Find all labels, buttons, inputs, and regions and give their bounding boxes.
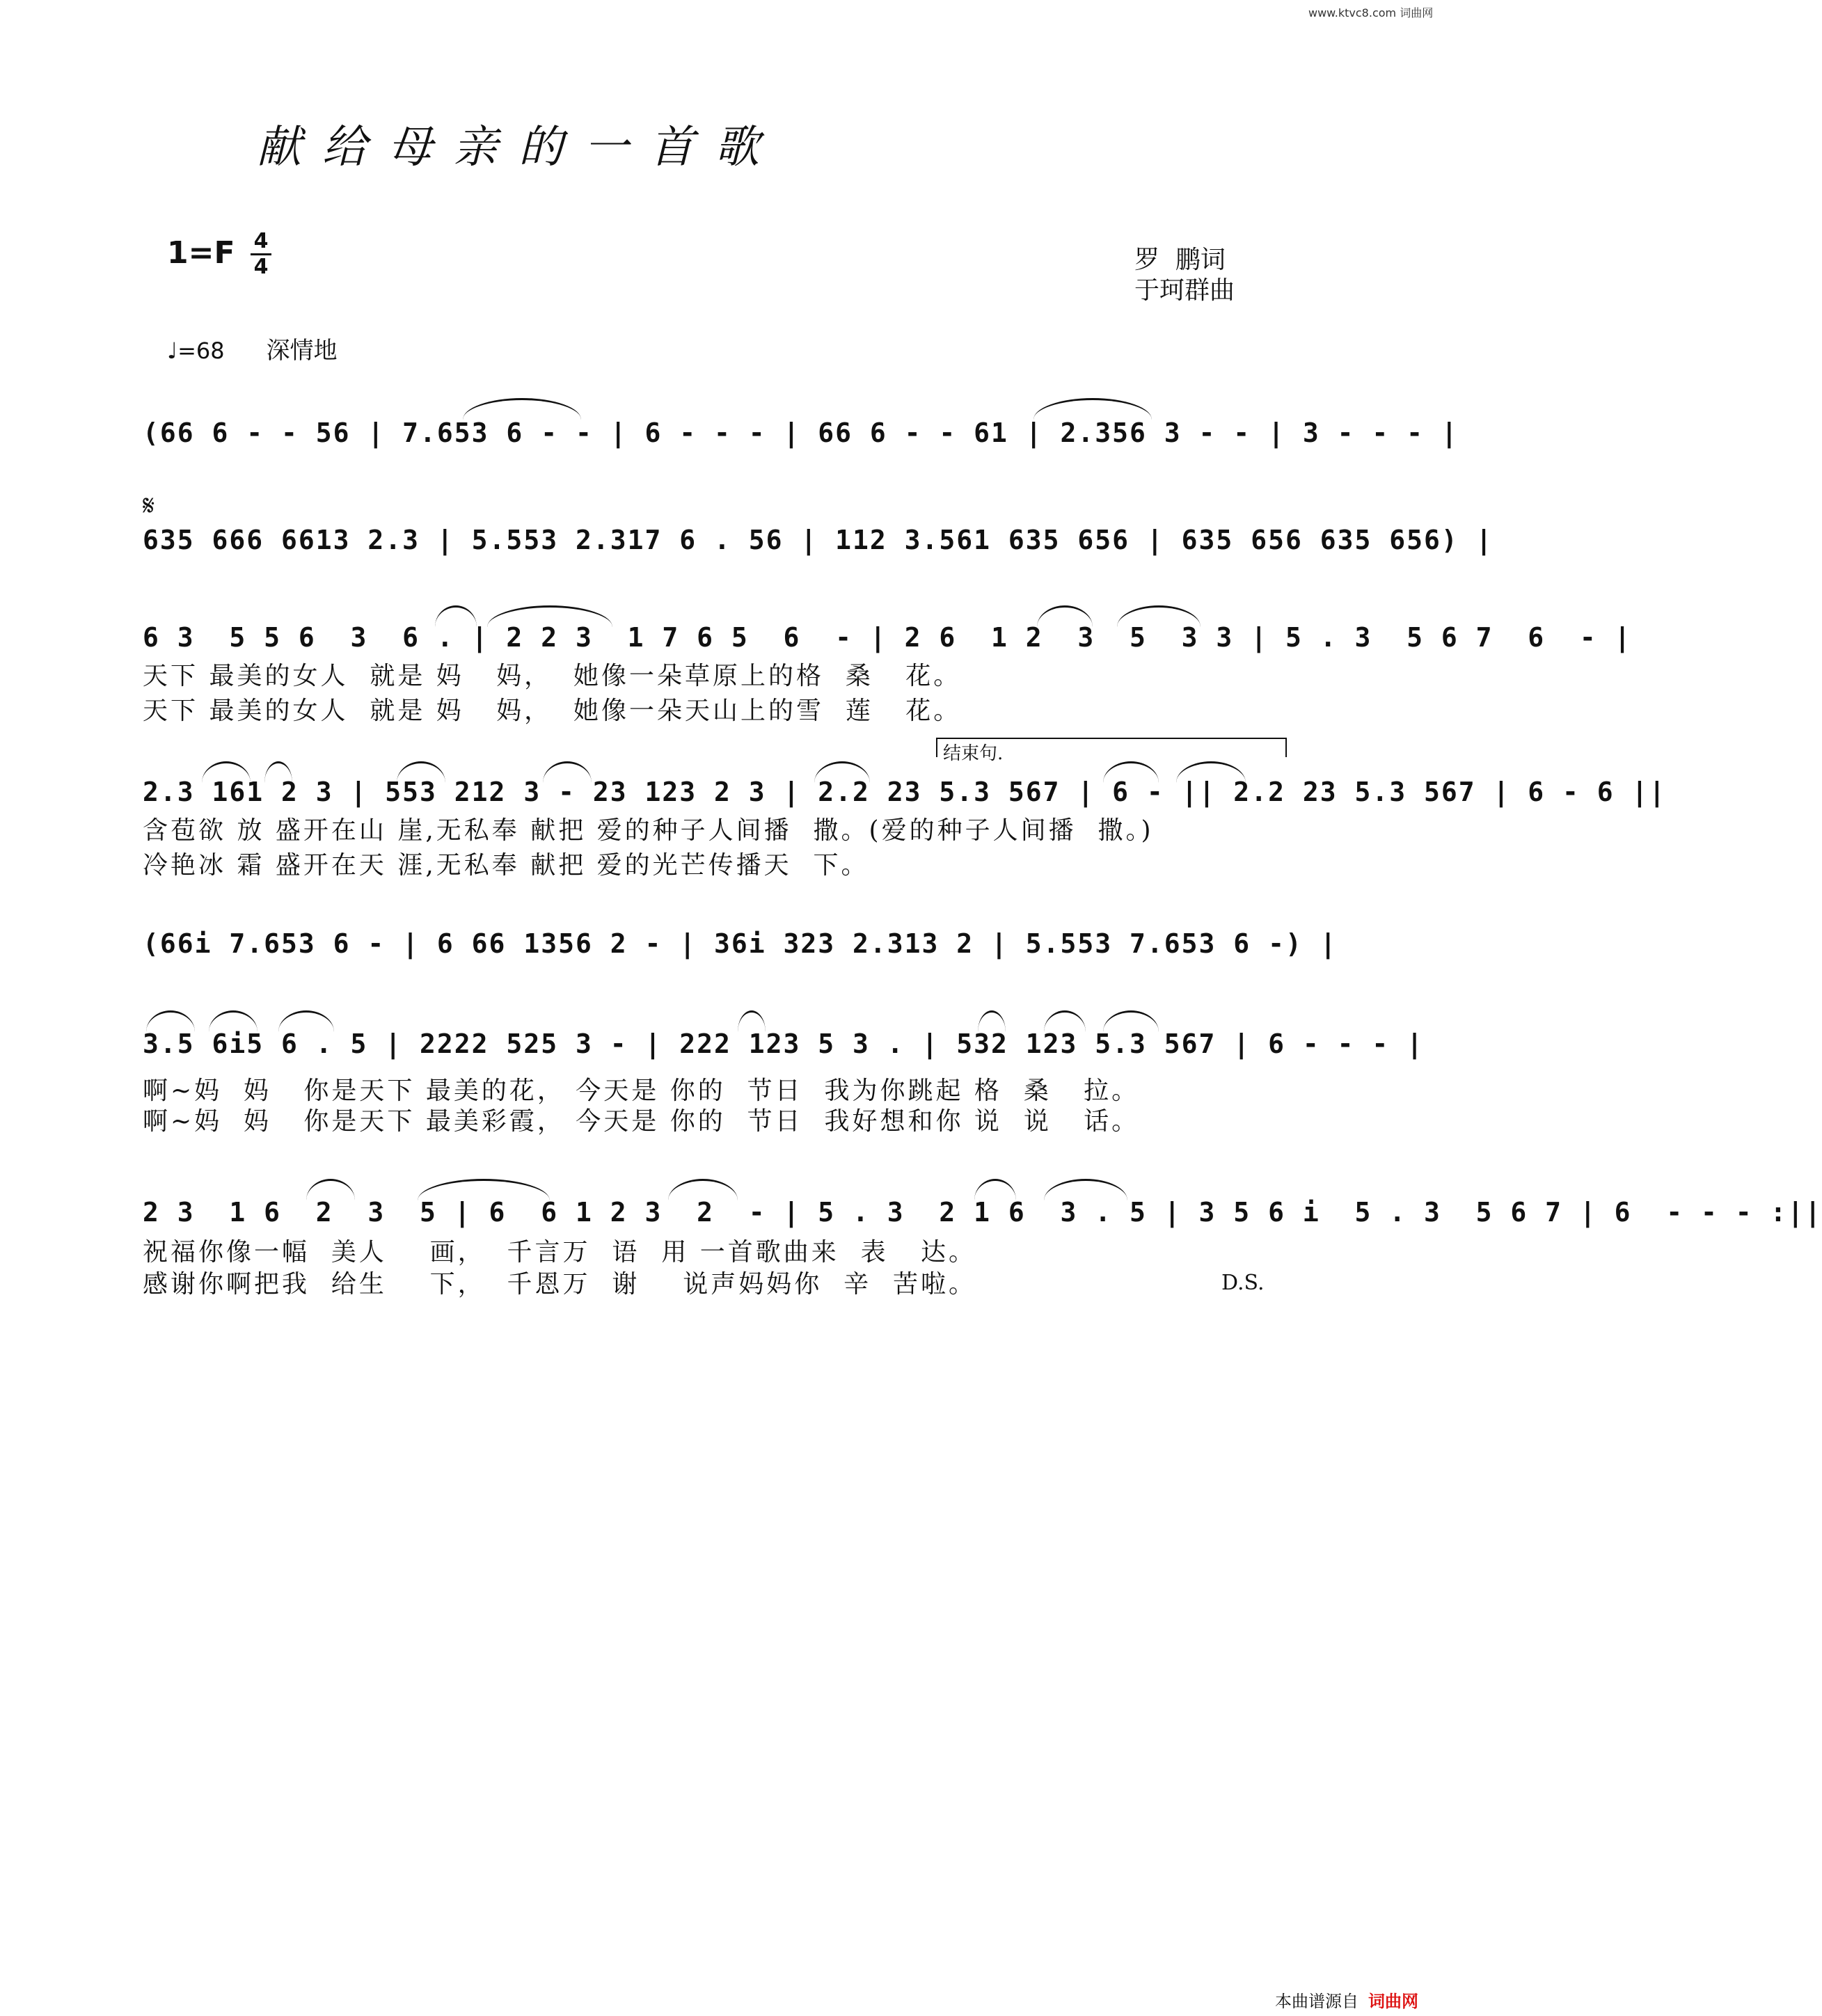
slur — [668, 1179, 738, 1200]
slur — [418, 1179, 550, 1200]
song-title: 献给母亲的一首歌 — [257, 122, 780, 173]
footer-credit — [1275, 1987, 1418, 2012]
dal-segno-mark: D.S. — [1221, 1271, 1265, 1295]
system-4-lyric-2: 冷艳冰 霜 盛开在天 涯,无私奉 献把 爱的光芒传播天 下。 — [143, 851, 869, 880]
slur — [487, 605, 612, 627]
system-6-notes: 3.5 6i5 6 . 5 | 2222 525 3 - | 222 123 5 3 . | 532 123 5.3 567 | 6 - - - | — [143, 1029, 1424, 1059]
system-2-notes: 635 666 6613 2.3 | 5.553 2.317 6 . 56 | 112 3.561 635 656 | 635 656 635 656) | — [143, 525, 1494, 555]
footer-brand-link[interactable]: 词曲网 — [1368, 1992, 1418, 2011]
footer-source: 本曲谱源自 — [1275, 1992, 1358, 2011]
tempo-mark: ♩=68 — [167, 338, 225, 364]
slur — [1037, 605, 1093, 627]
system-1-notes: (66 6 - - 56 | 7.653 6 - - | 6 - - - | 66 6 - - 61 | 2.356 3 - - | 3 - - - | — [143, 418, 1459, 448]
slur — [1103, 1010, 1159, 1032]
slur — [738, 1010, 766, 1032]
slur — [306, 1179, 355, 1200]
slur — [264, 761, 292, 783]
system-3-lyric-2: 天下 最美的女人 就是 妈 妈， 她像一朵天山上的雪 莲 花。 — [143, 697, 962, 725]
system-4-lyric-1: 含苞欲 放 盛开在山 崖,无私奉 献把 爱的种子人间播 撒。(爱的种子人间播 撒。) — [143, 816, 1154, 845]
system-7-lyric-1: 祝福你像一幅 美人 画， 千言万 语 用 一首歌曲来 表 达。 — [143, 1238, 976, 1267]
slur — [978, 1010, 1006, 1032]
system-7-notes: 2 3 1 6 2 3 5 | 6 6 1 2 3 2 - | 5 . 3 2 1 6 3 . 5 | 3 5 6 i 5 . 3 5 6 7 | 6 - - - :|| — [143, 1197, 1822, 1228]
slur — [1103, 761, 1159, 783]
slur — [543, 761, 592, 783]
system-6-lyric-2: 啊~妈 妈 你是天下 最美彩霞， 今天是 你的 节日 我好想和你 说 说 话。 — [143, 1107, 1140, 1136]
slur — [397, 761, 445, 783]
slur — [209, 1010, 258, 1032]
tempo-line — [167, 331, 338, 365]
segno-sign: 𝄋 — [143, 490, 155, 522]
key-signature: 1=F — [167, 235, 235, 271]
slur — [1044, 1010, 1086, 1032]
slur — [202, 761, 251, 783]
meter-bottom: 4 — [253, 255, 269, 279]
system-7-lyric-2: 感谢你啊把我 给生 下， 千恩万 谢 说声妈妈你 辛 苦啦。 — [143, 1270, 976, 1299]
slur — [146, 1010, 195, 1032]
slur — [1044, 1179, 1127, 1200]
ending-label: 结束句. — [943, 743, 1004, 764]
system-4-notes: 2.3 161 2 3 | 553 212 3 - 23 123 2 3 | 2.2 23 5.3 567 | 6 - || 2.2 23 5.3 567 | 6 - 6 || — [143, 777, 1667, 807]
slur — [1117, 605, 1201, 627]
slur — [278, 1010, 334, 1032]
slur — [435, 605, 477, 627]
slur — [814, 761, 870, 783]
slur — [1033, 398, 1152, 420]
slur — [1176, 761, 1246, 783]
system-6-lyric-1: 啊~妈 妈 你是天下 最美的花， 今天是 你的 节日 我为你跳起 格 桑 拉。 — [143, 1077, 1140, 1105]
credits: 罗 鹏词 于珂群曲 — [1134, 246, 1235, 305]
ending-bracket — [936, 738, 1287, 764]
mood-mark: 深情地 — [266, 337, 338, 365]
system-3-notes: 6 3 5 5 6 3 6 . | 2 2 3 1 7 6 5 6 - | 2 6 1 2 3 5 3 3 | 5 . 3 5 6 7 6 - | — [143, 622, 1632, 653]
system-5-notes: (66i 7.653 6 - | 6 66 1356 2 - | 36i 323 2.313 2 | 5.553 7.653 6 -) | — [143, 928, 1338, 959]
site-url: www.ktvc8.com 词曲网 — [1308, 6, 1434, 19]
slur — [974, 1179, 1016, 1200]
meter-top: 4 — [253, 229, 269, 253]
slur — [463, 398, 581, 420]
time-signature — [251, 231, 271, 278]
system-3-lyric-1: 天下 最美的女人 就是 妈 妈， 她像一朵草原上的格 桑 花。 — [143, 662, 962, 690]
